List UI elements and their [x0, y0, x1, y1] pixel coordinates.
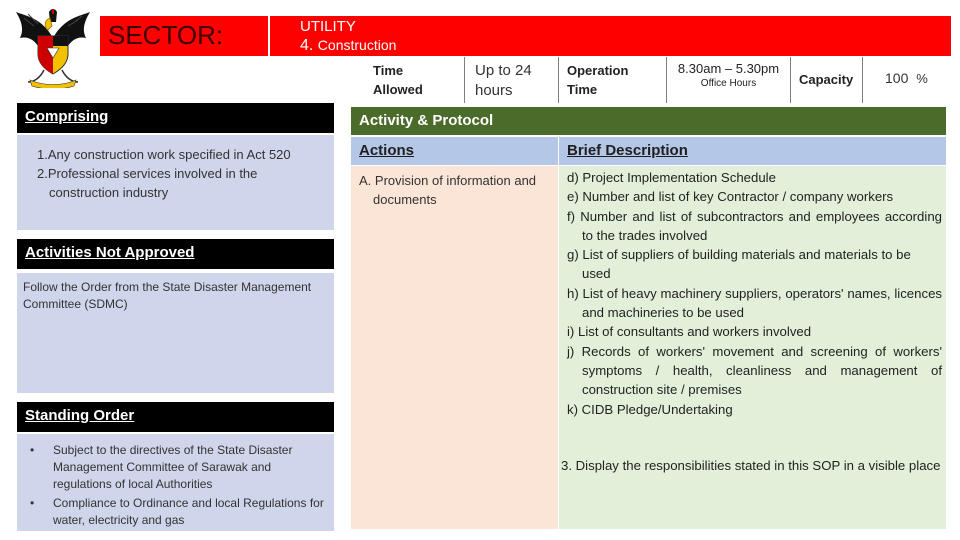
standing-order-item: • Subject to the directives of the State Disaster Management Committee of Sarawak and regulations of local Authorities — [17, 442, 330, 493]
action-item: A. Provision of information and documents — [359, 173, 537, 207]
sector-title — [300, 37, 396, 55]
comprising-list — [21, 145, 328, 202]
actions-column-header: Actions — [351, 137, 558, 165]
standing-order-list — [17, 442, 330, 529]
description-cell — [559, 166, 946, 529]
time-allowed-label-line1: Time — [373, 63, 404, 78]
operation-hours-note: Office Hours — [700, 78, 757, 89]
actions-cell — [351, 166, 558, 529]
operation-time-label — [559, 57, 667, 103]
sector-header-bar — [100, 16, 951, 56]
time-allowed-label — [365, 57, 465, 103]
operation-hours — [667, 57, 791, 103]
capacity-unit: % — [916, 71, 928, 86]
sector-number: 4. — [300, 37, 314, 54]
comprising-item: 1.Any construction work specified in Act 520 — [37, 147, 291, 162]
sarawak-crest-logo — [14, 8, 92, 88]
operation-time-label-line1: Operation — [567, 63, 629, 78]
capacity-number: 100 — [885, 70, 909, 86]
operation-time-label-line2: Time — [567, 82, 598, 97]
sector-name: Construction — [317, 37, 397, 53]
comprising-item: 2.Professional services involved in the construction industry — [37, 166, 258, 200]
standing-order-box — [17, 434, 334, 531]
not-approved-box — [17, 273, 334, 393]
sector-divider — [268, 16, 270, 56]
description-item: i) List of consultants and workers involved — [567, 324, 812, 340]
description-item: d) Project Implementation Schedule — [567, 170, 776, 185]
description-item: g) List of suppliers of building materials and materials to be used — [567, 247, 911, 282]
description-column-header: Brief Description — [559, 137, 946, 165]
comprising-box — [17, 135, 334, 230]
not-approved-heading: Activities Not Approved — [17, 239, 334, 269]
operation-info-row — [365, 57, 945, 103]
description-final-item: 3. Display the responsibilities stated in this SOP in a visible place — [561, 458, 941, 473]
capacity-label: Capacity — [791, 57, 863, 103]
operation-hours-value: 8.30am – 5.30pm — [677, 61, 780, 76]
description-item: f) Number and list of subcontractors and employees according to the trades involved — [567, 208, 942, 243]
description-item: k) CIDB Pledge/Undertaking — [567, 401, 733, 417]
sector-label: SECTOR: — [108, 20, 224, 50]
description-item: h) List of heavy machinery suppliers, operators' names, licences and machineries to be used — [567, 285, 942, 321]
standing-order-item: • Compliance to Ordinance and local Regulations for water, electricity and gas — [17, 495, 330, 529]
activity-protocol-heading: Activity & Protocol — [351, 107, 946, 135]
capacity-value — [863, 57, 945, 103]
comprising-heading: Comprising — [17, 103, 334, 133]
not-approved-text: Follow the Order from the State Disaster Management Committee (SDMC) — [23, 280, 312, 311]
time-allowed-value: Up to 24 hours — [465, 57, 559, 103]
description-item: e) Number and list of key Contractor / company workers — [567, 189, 894, 205]
sector-utility-label: UTILITY — [300, 18, 356, 35]
standing-order-heading: Standing Order — [17, 402, 334, 432]
time-allowed-label-line2: Allowed — [373, 82, 423, 97]
description-item: j) Records of workers' movement and screening of workers' symptoms / health, cleanliness and management of construction site / premises — [567, 343, 942, 398]
